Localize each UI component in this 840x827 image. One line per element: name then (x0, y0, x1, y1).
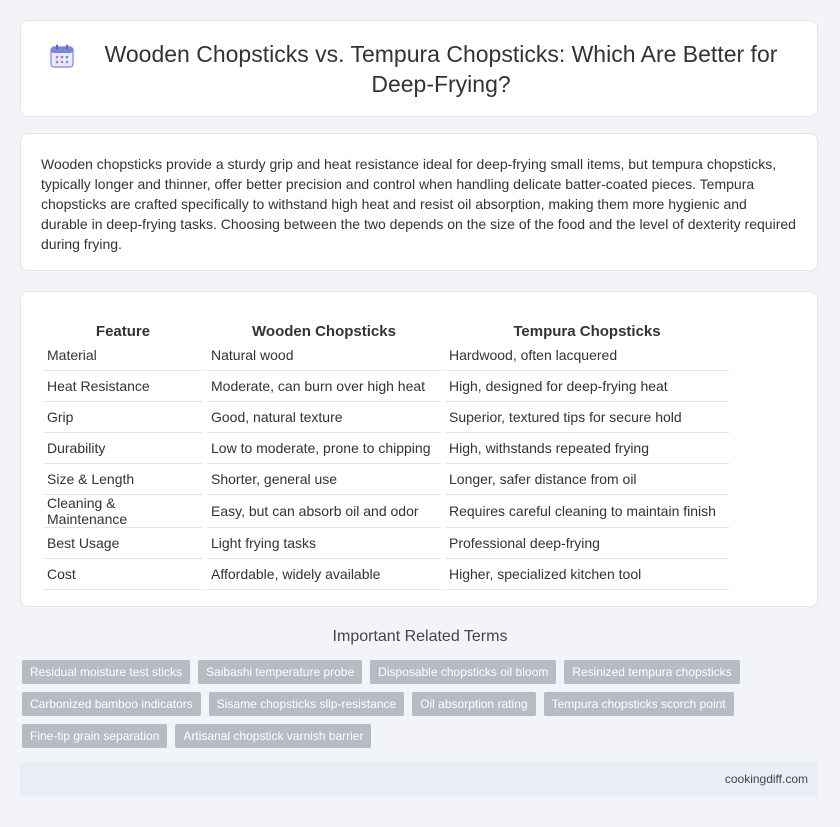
intro-card (20, 133, 818, 271)
related-terms-list (22, 660, 822, 748)
table-row (43, 402, 729, 433)
cell-feature: Durability (43, 433, 203, 464)
cell-tempura: Hardwood, often lacquered (445, 340, 729, 371)
related-term-tag[interactable]: Resinized tempura chopsticks (564, 660, 739, 684)
cell-tempura: High, withstands repeated frying (445, 433, 729, 464)
cell-wooden: Good, natural texture (207, 402, 441, 433)
related-term-tag[interactable]: Saibashi temperature probe (198, 660, 362, 684)
footer-site-link[interactable]: cookingdiff.com (724, 772, 808, 786)
cell-tempura: Professional deep-frying (445, 528, 729, 559)
intro-text: Wooden chopsticks provide a sturdy grip and heat resistance ideal for deep-frying small items, but tempura chopsticks, typically longer and thinner, offer better precision and control when handling delicate batter-coated pieces. Tempura chopsticks are crafted specifically to withstand high heat and resist oil absorption, making them more hygienic and durable in deep-frying tasks. Choosing between the two depends on the size of the food and the level of dexterity required during frying. (41, 156, 796, 252)
cell-feature: Best Usage (43, 528, 203, 559)
comparison-table (39, 316, 733, 590)
cell-feature: Material (43, 340, 203, 371)
table-row (43, 433, 729, 464)
cell-wooden: Moderate, can burn over high heat (207, 371, 441, 402)
header-wooden: Wooden Chopsticks (252, 323, 396, 340)
related-terms-title: Important Related Terms (332, 628, 508, 645)
cell-tempura: Longer, safer distance from oil (445, 464, 729, 495)
cell-wooden: Light frying tasks (207, 528, 441, 559)
cell-feature: Heat Resistance (43, 371, 203, 402)
header-card (20, 20, 818, 117)
cell-feature: Grip (43, 402, 203, 433)
cell-feature: Size & Length (43, 464, 203, 495)
table-row (43, 528, 729, 559)
cell-wooden: Natural wood (207, 340, 441, 371)
related-term-tag[interactable]: Carbonized bamboo indicators (22, 692, 201, 716)
cell-tempura: Superior, textured tips for secure hold (445, 402, 729, 433)
table-header-row (43, 316, 729, 340)
table-row (43, 340, 729, 371)
related-term-tag[interactable]: Fine-tip grain separation (22, 724, 167, 748)
table-row (43, 559, 729, 590)
page-title: Wooden Chopsticks vs. Tempura Chopsticks: Which Are Better for Deep-Frying? (104, 40, 778, 97)
cell-feature: Cost (43, 559, 203, 590)
cell-wooden: Low to moderate, prone to chipping (207, 433, 441, 464)
cell-tempura: High, designed for deep-frying heat (445, 371, 729, 402)
header-tempura: Tempura Chopsticks (513, 323, 661, 340)
cell-feature: Cleaning & Maintenance (43, 495, 203, 528)
table-row (43, 464, 729, 495)
table-row (43, 371, 729, 402)
related-term-tag[interactable]: Artisanal chopstick varnish barrier (175, 724, 371, 748)
cell-wooden: Shorter, general use (207, 464, 441, 495)
header (49, 39, 789, 99)
cell-tempura: Higher, specialized kitchen tool (445, 559, 729, 590)
footer (20, 762, 818, 797)
related-term-tag[interactable]: Sisame chopsticks slip-resistance (209, 692, 404, 716)
cell-wooden: Easy, but can absorb oil and odor (207, 495, 441, 528)
related-term-tag[interactable]: Residual moisture test sticks (22, 660, 190, 684)
cell-wooden: Affordable, widely available (207, 559, 441, 590)
related-term-tag[interactable]: Disposable chopsticks oil bloom (370, 660, 556, 684)
related-term-tag[interactable]: Oil absorption rating (412, 692, 535, 716)
comparison-card (20, 291, 818, 607)
cell-tempura: Requires careful cleaning to maintain finish (445, 495, 729, 528)
related-term-tag[interactable]: Tempura chopsticks scorch point (544, 692, 734, 716)
table-row (43, 495, 729, 528)
header-feature: Feature (95, 323, 151, 340)
calendar-icon (49, 43, 75, 69)
